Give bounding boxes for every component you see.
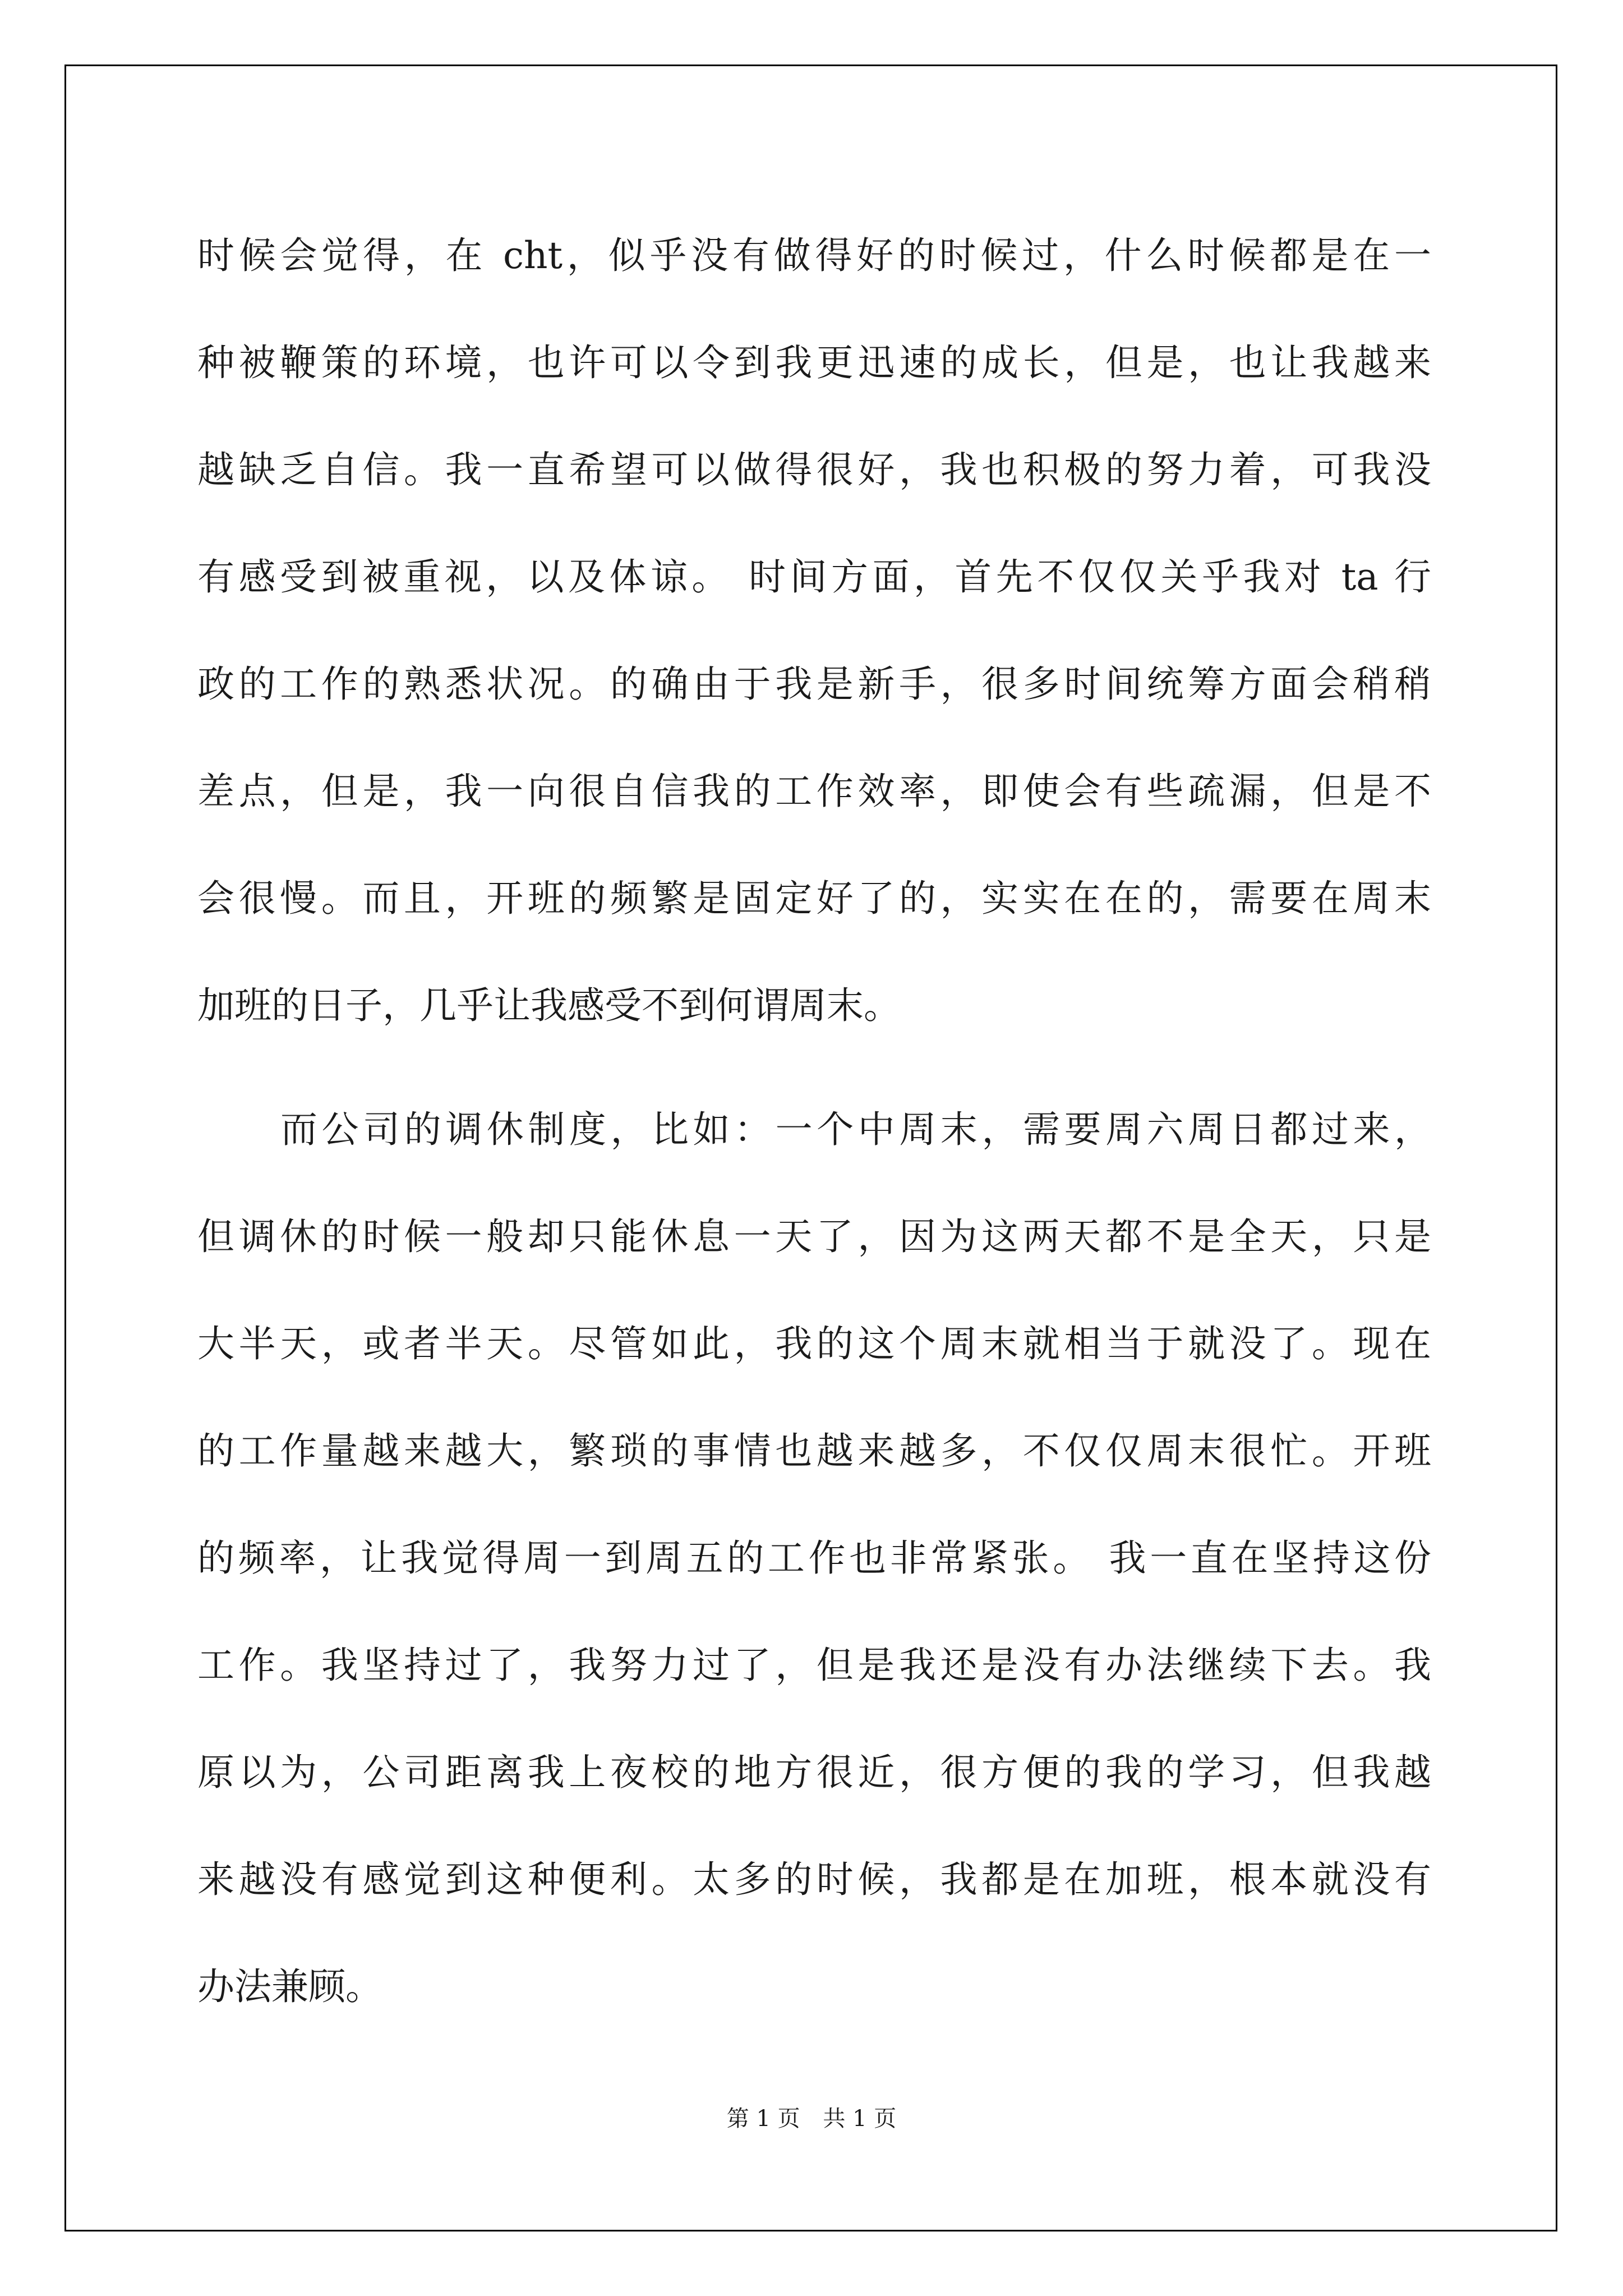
text-line: 的频率，让我觉得周一到周五的工作也非常紧张。 我一直在坚持这份 xyxy=(197,1536,1431,1580)
text-line: 时候会觉得，在 cht，似乎没有做得好的时候过，什么时候都是在一 xyxy=(197,234,1431,277)
page-footer xyxy=(0,2101,1623,2133)
text-line: 原以为，公司距离我上夜校的地方很近，很方便的我的学习，但我越 xyxy=(197,1751,1431,1794)
text-line: 有感受到被重视，以及体谅。 时间方面，首先不仅仅关乎我对 ta 行 xyxy=(197,555,1431,599)
document-body xyxy=(197,202,1431,2040)
page-number: 第 1 页 xyxy=(726,2106,800,2132)
text-line: 会很慢。而且，开班的频繁是固定好了的，实实在在的，需要在周末 xyxy=(197,877,1431,920)
text-line: 差点，但是，我一向很自信我的工作效率，即使会有些疏漏，但是不 xyxy=(197,770,1431,813)
text-line: 而公司的调休制度，比如：一个中周末，需要周六周日都过来， xyxy=(280,1108,1431,1151)
text-line: 大半天，或者半天。尽管如此，我的这个周末就相当于就没了。现在 xyxy=(197,1322,1431,1365)
page-total: 共 1 页 xyxy=(823,2106,897,2132)
text-line: 工作。我坚持过了，我努力过了，但是我还是没有办法继续下去。我 xyxy=(197,1644,1431,1687)
text-line: 政的工作的熟悉状况。的确由于我是新手，很多时间统筹方面会稍稍 xyxy=(197,662,1431,706)
text-line: 加班的日子，几乎让我感受不到何谓周末。 xyxy=(197,984,901,1027)
text-line: 种被鞭策的环境，也许可以令到我更迅速的成长，但是，也让我越来 xyxy=(197,341,1431,384)
text-line: 的工作量越来越大，繁琐的事情也越来越多，不仅仅周末很忙。开班 xyxy=(197,1429,1431,1473)
text-line: 来越没有感觉到这种便利。太多的时候，我都是在加班，根本就没有 xyxy=(197,1858,1431,1901)
text-line: 越缺乏自信。我一直希望可以做得很好，我也积极的努力着，可我没 xyxy=(197,448,1431,491)
paragraph-gap xyxy=(197,1059,1431,1076)
text-line: 但调休的时候一般却只能休息一天了，因为这两天都不是全天，只是 xyxy=(197,1215,1431,1258)
text-line: 办法兼顾。 xyxy=(197,1965,382,2008)
